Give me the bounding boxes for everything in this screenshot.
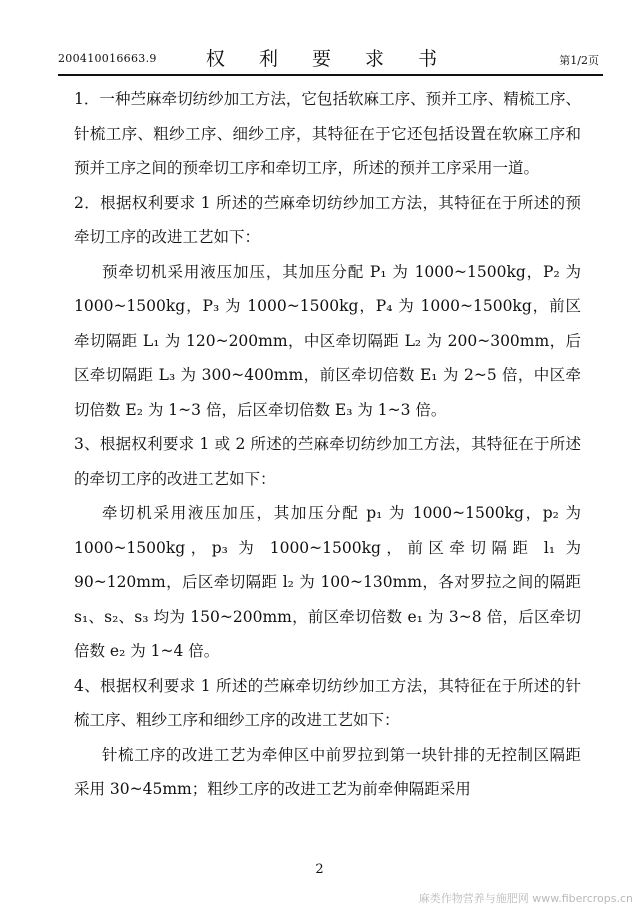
claims-body (74, 82, 581, 807)
claim-4: 4、根据权利要求 1 所述的苎麻牵切纺纱加工方法，其特征在于所述的针梳工序、粗纱工序和细纱工序的改进工艺如下： (74, 676, 581, 729)
page-indicator: 第1/2页 (559, 54, 599, 67)
page-number: 2 (315, 862, 324, 877)
claim-2-detail: 预牵切机采用液压加压，其加压分配 P₁ 为 1000~1500kg，P₂ 为 1000~1500kg，P₃ 为 1000~1500kg，P₄ 为 1000~1500kg，前区牵切隔距 L₁ 为 120~200mm，中区牵切隔距 L₂ 为 200~300mm，后区牵切隔距 L₃ 为 300~400mm，前区牵切倍数 E₁ 为 2~5 倍，中区牵切倍数 E₂ 为 1~3 倍，后区牵切倍数 E₃ 为 1~3 倍。 (74, 262, 581, 419)
claim-1: 1．一种苎麻牵切纺纱加工方法，它包括软麻工序、预并工序、精梳工序、针梳工序、粗纱工序、细纱工序，其特征在于它还包括设置在软麻工序和预并工序之间的预牵切工序和牵切工序，所述的预并工序采用一道。 (74, 90, 581, 177)
claim-3-detail: 牵切机采用液压加压，其加压分配 p₁ 为 1000~1500kg，p₂ 为 1000~1500kg，p₃ 为 1000~1500kg，前区牵切隔距 l₁ 为 90~120mm，后区牵切隔距 l₂ 为 100~130mm，各对罗拉之间的隔距 s₁、s₂、s₃ 均为 150~200mm，前区牵切倍数 e₁ 为 3~8 倍，后区牵切倍数 e₂ 为 1~4 倍。 (74, 504, 581, 660)
page-header (58, 44, 599, 72)
claim-2: 2．根据权利要求 1 所述的苎麻牵切纺纱加工方法，其特征在于所述的预牵切工序的改进工艺如下： (74, 193, 581, 246)
document-title: 权 利 要 求 书 (205, 48, 452, 70)
watermark: 麻类作物营养与施肥网 www.fibercrops.cn (418, 892, 633, 905)
header-rule (58, 74, 603, 76)
application-number: 200410016663.9 (58, 52, 157, 65)
claim-3: 3、根据权利要求 1 或 2 所述的苎麻牵切纺纱加工方法，其特征在于所述的牵切工序的改进工艺如下： (74, 435, 581, 488)
claim-4-detail: 针梳工序的改进工艺为牵伸区中前罗拉到第一块针排的无控制区隔距采用 30~45mm；粗纱工序的改进工艺为前牵伸隔距采用 (74, 745, 581, 798)
